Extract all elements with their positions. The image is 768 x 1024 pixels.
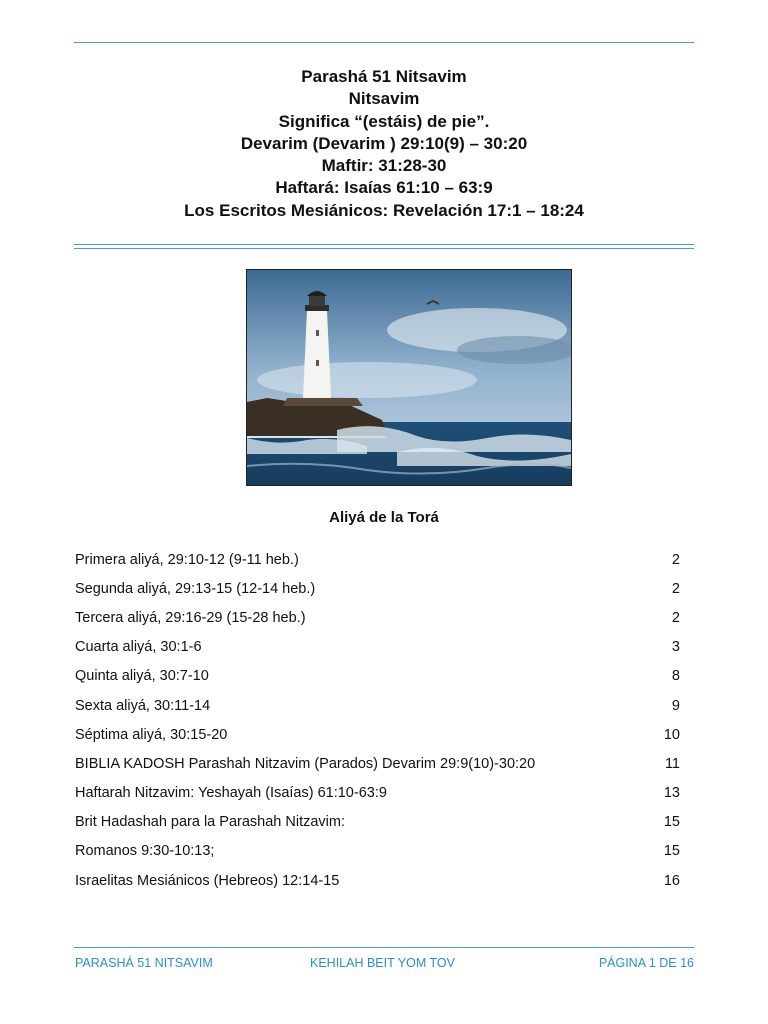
footer-page-number: PÁGINA 1 DE 16 (598, 956, 694, 970)
toc-item-label: Israelitas Mesiánicos (Hebreos) 12:14-15 (75, 872, 340, 889)
footer-kehilah: KEHILAH BEIT YOM TOV (310, 956, 455, 970)
toc-item-page: 8 (671, 668, 680, 685)
toc-item[interactable] (75, 866, 680, 895)
toc-item-label: Segunda aliyá, 29:13-15 (12-14 heb.) (75, 580, 316, 597)
toc-item[interactable] (75, 808, 680, 837)
toc-item-label: Sexta aliyá, 30:11-14 (75, 697, 211, 714)
header-line-escritos: Los Escritos Mesiánicos: Revelación 17:1 – 18:24 (184, 200, 584, 220)
toc-item[interactable] (75, 720, 680, 749)
toc-item-label: Primera aliyá, 29:10-12 (9-11 heb.) (75, 551, 299, 568)
toc-item-page: 9 (671, 697, 680, 714)
footer-rule (74, 947, 694, 948)
toc-item-label: Romanos 9:30-10:13; (75, 843, 215, 860)
toc-item-label: BIBLIA KADOSH Parashah Nitzavim (Parados) Devarim 29:9(10)-30:20 (75, 755, 536, 772)
toc-item[interactable] (75, 662, 680, 691)
lighthouse-photo (246, 269, 572, 486)
toc-item-page: 16 (663, 872, 680, 889)
toc-item[interactable] (75, 633, 680, 662)
header-line-title: Parashá 51 Nitsavim (301, 67, 467, 86)
toc-item-page: 2 (671, 551, 680, 568)
header-line-name: Nitsavim (348, 89, 420, 109)
toc-item-page: 10 (663, 726, 680, 743)
toc-item-page: 11 (664, 755, 680, 772)
toc-item-label: Cuarta aliyá, 30:1-6 (75, 639, 202, 656)
toc-item[interactable] (75, 574, 680, 603)
header-line-meaning: Significa “(estáis) de pie”. (278, 111, 490, 131)
toc-item-label: Tercera aliyá, 29:16-29 (15-28 heb.) (75, 609, 306, 626)
toc-item[interactable] (75, 837, 680, 866)
toc-item-page: 13 (663, 785, 680, 802)
document-header (74, 66, 694, 222)
header-line-haftara: Haftará: Isaías 61:10 – 63:9 (275, 178, 493, 198)
toc-item-page: 15 (663, 814, 680, 831)
header-line-devarim: Devarim (Devarim ) 29:10(9) – 30:20 (240, 133, 528, 153)
toc-item-page: 15 (663, 843, 680, 860)
toc-item-page: 2 (671, 580, 680, 597)
toc-item-label: Quinta aliyá, 30:7-10 (75, 668, 209, 685)
toc-item-label: Séptima aliyá, 30:15-20 (75, 726, 228, 743)
footer-parasha: PARASHÁ 51 NITSAVIM (75, 956, 213, 970)
toc-item[interactable] (75, 603, 680, 632)
toc-item[interactable] (75, 749, 680, 778)
toc-item[interactable] (75, 779, 680, 808)
toc-item-page: 2 (671, 609, 680, 626)
top-rule (74, 42, 694, 43)
header-double-rule (74, 244, 694, 249)
toc-item-label: Haftarah Nitzavim: Yeshayah (Isaías) 61:10-63:9 (75, 785, 387, 802)
toc-item-label: Brit Hadashah para la Parashah Nitzavim: (75, 814, 345, 831)
toc-title: Aliyá de la Torá (329, 509, 439, 526)
toc-item-page: 3 (671, 639, 680, 656)
toc-item[interactable] (75, 545, 680, 574)
toc-item[interactable] (75, 691, 680, 720)
header-line-maftir: Maftir: 31:28-30 (321, 156, 447, 176)
table-of-contents (75, 545, 680, 895)
